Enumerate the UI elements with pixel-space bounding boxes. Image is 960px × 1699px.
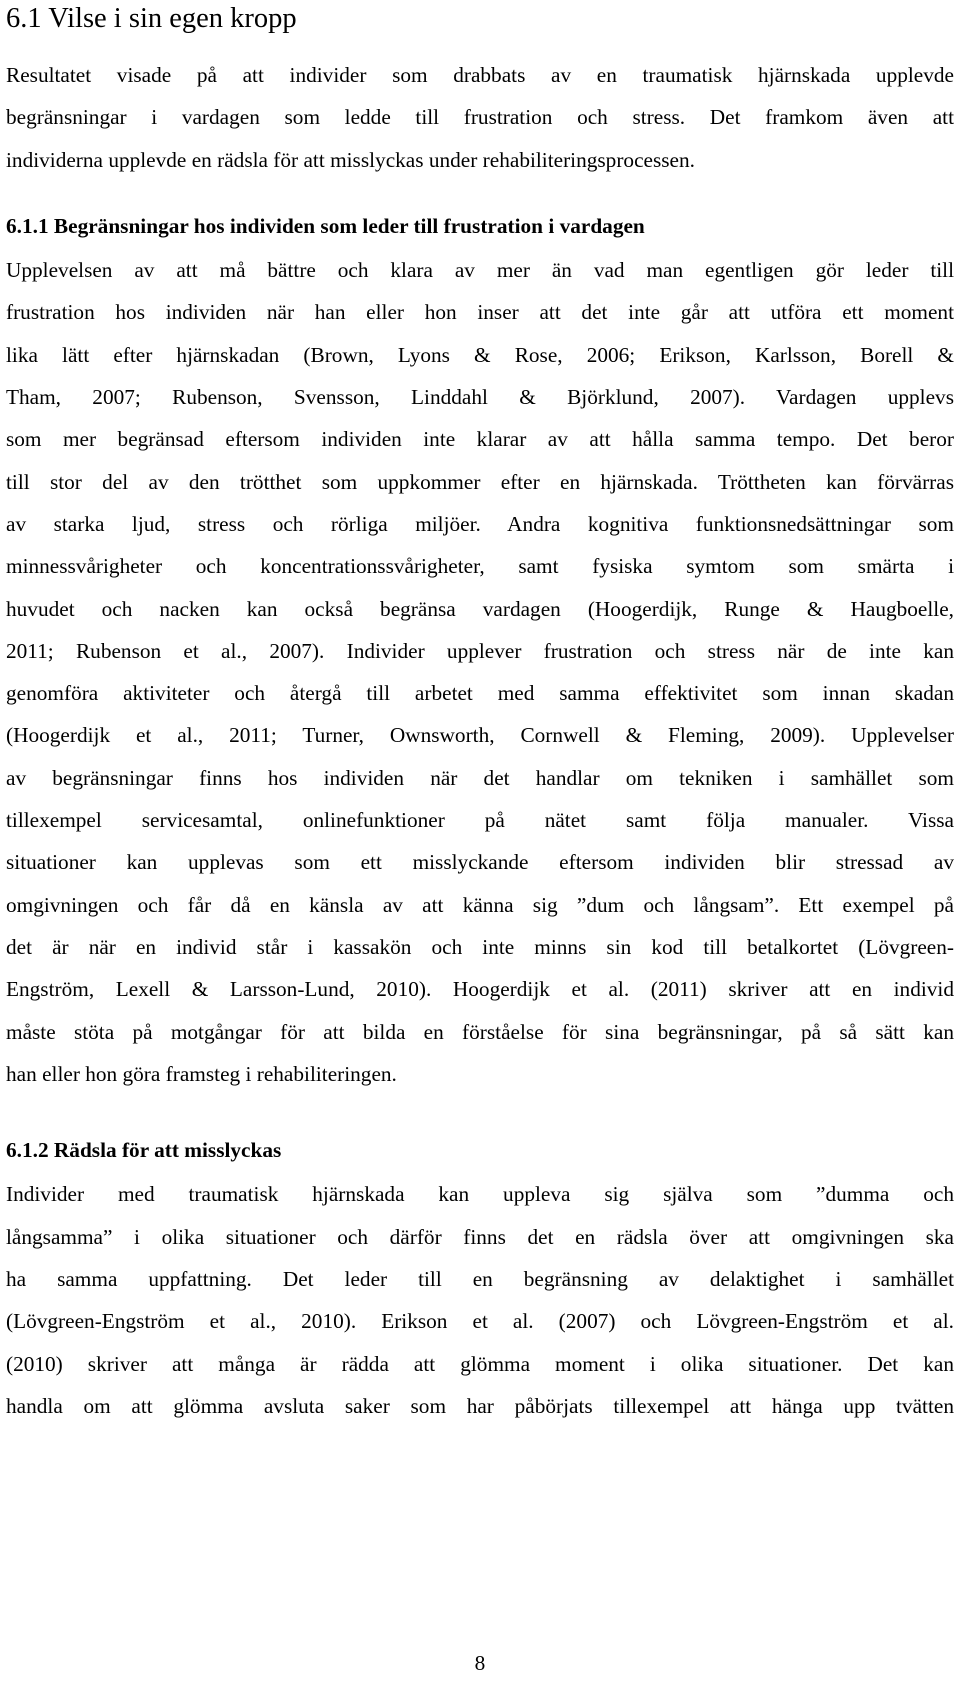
paragraph-line: till stor del av den trötthet som uppkommer efter en hjärnskada. Tröttheten kan förvärras: [6, 469, 954, 494]
intro-line: begränsningar i vardagen som ledde till frustration och stress. Det framkom även att: [6, 105, 954, 130]
paragraph-line: långsamma” i olika situationer och därför finns det en rädsla över att omgivningen ska: [6, 1224, 954, 1249]
paragraph-line: Engström, Lexell & Larsson-Lund, 2010). Hoogerdijk et al. (2011) skriver att en individ: [6, 977, 954, 1002]
paragraph-line: (2010) skriver att många är rädda att glömma moment i olika situationer. Det kan: [6, 1351, 954, 1376]
paragraph-line: situationer kan upplevas som ett misslyckande eftersom individen blir stressad av: [6, 850, 954, 875]
document-page: [6, 0, 954, 1427]
paragraph-line: han eller hon göra framsteg i rehabiliteringen.: [6, 1061, 397, 1086]
paragraph-line: måste stöta på motgångar för att bilda en förståelse för sina begränsningar, på så sätt kan: [6, 1019, 954, 1044]
section-title: 6.1 Vilse i sin egen kropp: [6, 3, 297, 34]
subsection-title-limitations: 6.1.1 Begränsningar hos individen som leder till frustration i vardagen: [6, 213, 645, 238]
subsection-title-fear: 6.1.2 Rädsla för att misslyckas: [6, 1138, 282, 1163]
paragraph-line: frustration hos individen när han eller hon inser att det inte går att utföra ett moment: [6, 300, 954, 325]
intro-line: individerna upplevde en rädsla för att misslyckas under rehabiliteringsprocessen.: [6, 147, 695, 172]
paragraph-line: lika lätt efter hjärnskadan (Brown, Lyons & Rose, 2006; Erikson, Karlsson, Borell &: [6, 342, 954, 367]
limitations-paragraph: [6, 249, 954, 1095]
intro-line: Resultatet visade på att individer som drabbats av en traumatisk hjärnskada upplevde: [6, 63, 954, 87]
paragraph-line: Upplevelsen av att må bättre och klara av mer än vad man egentligen gör leder till: [6, 258, 954, 283]
paragraph-line: tillexempel servicesamtal, onlinefunktioner på nätet samt följa manualer. Vissa: [6, 808, 954, 833]
paragraph-line: minnessvårigheter och koncentrationssvårigheter, samt fysiska symtom som smärta i: [6, 554, 954, 579]
paragraph-line: huvudet och nacken kan också begränsa vardagen (Hoogerdijk, Runge & Haugboelle,: [6, 596, 954, 621]
page-number: 8: [474, 1651, 486, 1675]
fear-paragraph: [6, 1173, 954, 1427]
paragraph-line: det är när en individ står i kassakön och inte minns sin kod till betalkortet (Lövgreen-: [6, 934, 954, 959]
paragraph-line: (Hoogerdijk et al., 2011; Turner, Ownsworth, Cornwell & Fleming, 2009). Upplevelser: [6, 723, 954, 748]
paragraph-line: av begränsningar finns hos individen när det handlar om tekniken i samhället som: [6, 765, 954, 790]
paragraph-line: av starka ljud, stress och rörliga miljöer. Andra kognitiva funktionsnedsättningar som: [6, 511, 954, 536]
paragraph-line: som mer begränsad eftersom individen inte klarar av att hålla samma tempo. Det beror: [6, 427, 954, 452]
paragraph-line: ha samma uppfattning. Det leder till en begränsning av delaktighet i samhället: [6, 1267, 954, 1292]
paragraph-line: genomföra aktiviteter och återgå till arbetet med samma effektivitet som innan skadan: [6, 681, 954, 706]
paragraph-line: Tham, 2007; Rubenson, Svensson, Linddahl & Björklund, 2007). Vardagen upplevs: [6, 385, 954, 410]
paragraph-line: 2011; Rubenson et al., 2007). Individer upplever frustration och stress när de inte kan: [6, 638, 954, 663]
paragraph-line: Individer med traumatisk hjärnskada kan uppleva sig själva som ”dumma och: [6, 1182, 954, 1207]
paragraph-line: omgivningen och får då en känsla av att känna sig ”dum och långsam”. Ett exempel på: [6, 892, 954, 917]
paragraph-line: (Lövgreen-Engström et al., 2010). Erikson et al. (2007) och Lövgreen-Engström et al.: [6, 1309, 954, 1334]
intro-paragraph: [6, 54, 954, 181]
paragraph-line: handla om att glömma avsluta saker som har påbörjats tillexempel att hänga upp tvätten: [6, 1393, 954, 1418]
